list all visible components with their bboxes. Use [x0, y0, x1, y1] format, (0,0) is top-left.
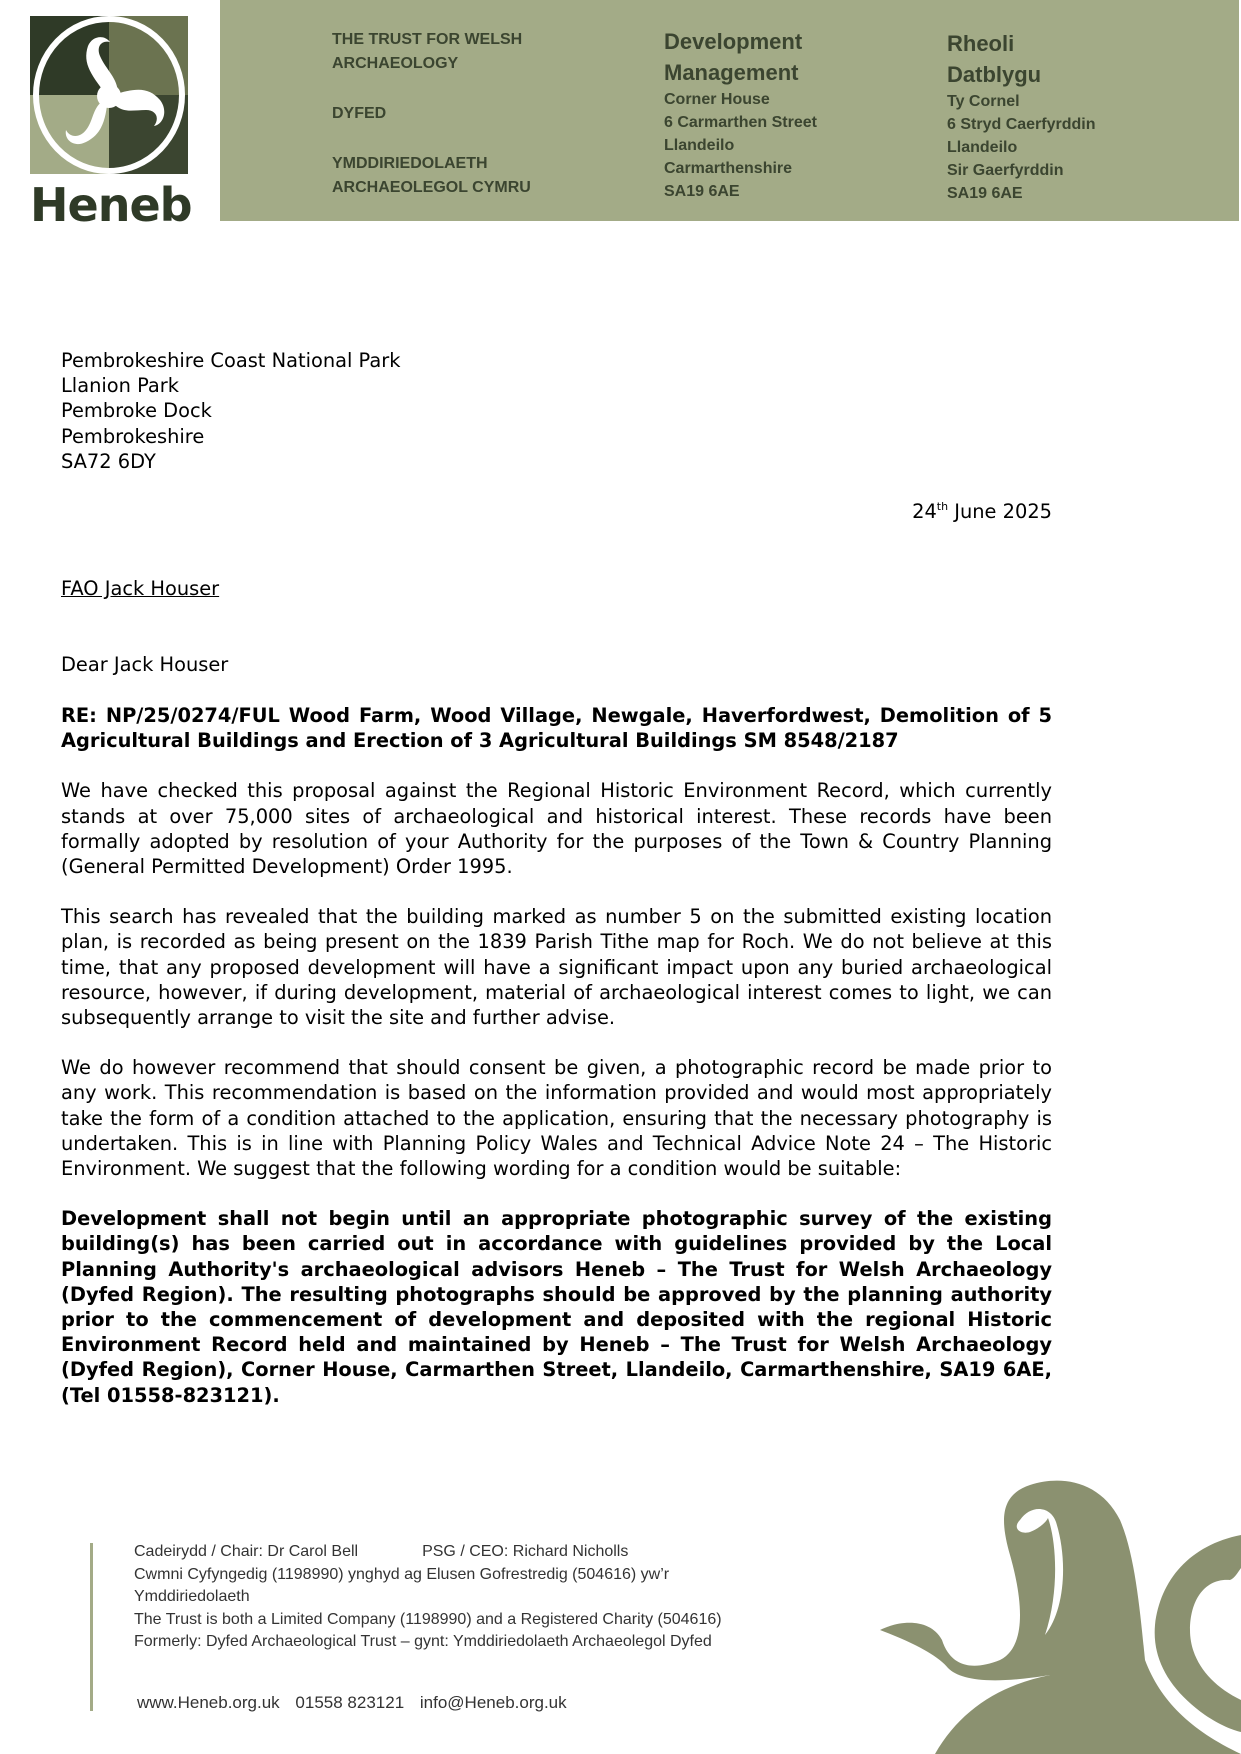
- date-day: 24: [912, 500, 937, 523]
- footer-contacts: [137, 1693, 578, 1713]
- recipient-line: Pembrokeshire Coast National Park: [61, 349, 401, 372]
- address-line: Carmarthenshire: [664, 160, 793, 177]
- footer-legal: [134, 1541, 722, 1654]
- department-title: Development: [664, 29, 803, 54]
- english-address-block: [664, 26, 817, 203]
- fao-line: FAO Jack Houser: [61, 577, 220, 600]
- website-link[interactable]: www.Heneb.org.uk: [137, 1693, 280, 1712]
- recipient-address: [61, 348, 400, 474]
- org-name-welsh-line: YMDDIRIEDOLAETH: [332, 155, 488, 172]
- footer-line: The Trust is both a Limited Company (1198990) and a Registered Charity (504616): [134, 1610, 722, 1628]
- date-month-year: June 2025: [948, 500, 1052, 523]
- welsh-address-block: [947, 28, 1095, 205]
- letter-date: [912, 499, 1052, 524]
- email-link[interactable]: info@Heneb.org.uk: [419, 1693, 567, 1712]
- org-name-welsh-line: ARCHAEOLEGOL CYMRU: [332, 179, 531, 196]
- address-line-welsh: SA19 6AE: [947, 185, 1023, 202]
- date-suffix: th: [936, 500, 949, 513]
- recipient-line: Llanion Park: [61, 374, 179, 398]
- footer-line: Ymddiriedolaeth: [134, 1588, 250, 1605]
- address-line-welsh: Ty Cornel: [947, 93, 1020, 110]
- triskele-ornament-icon: [860, 1460, 1241, 1754]
- paragraph: We do however recommend that should consent be given, a photographic record be made prior to any work. This recommendation is based on the information provided and would most appropriately take the form of a condition attached to the application, ensuring that the necessary photography is undertaken. This is in line with Planning Policy Wales and Technical Advice Note 24 – The Historic Environment. We suggest that the following wording for a condition would be suitable:: [61, 1056, 1052, 1181]
- address-line-welsh: Llandeilo: [947, 139, 1018, 156]
- subject-line: RE: NP/25/0274/FUL Wood Farm, Wood Village, Newgale, Haverfordwest, Demolition of 5 Agricultural Buildings and Erection of 3 Agricultural Buildings SM 8548/2187: [61, 704, 1052, 753]
- address-line: Llandeilo: [664, 137, 735, 154]
- department-title: Management: [664, 60, 799, 85]
- heneb-logo: [30, 16, 192, 232]
- footer-line: Cwmni Cyfyngedig (1198990) ynghyd ag Elusen Gofrestredig (504616) yw’r: [134, 1565, 670, 1583]
- paragraph: This search has revealed that the building marked as number 5 on the submitted existing location plan, is recorded as being present on the 1839 Parish Tithe map for Roch. We do not believe at this time, that any proposed development will have a significant impact upon any buried archaeological resource, however, if during development, material of archaeological interest comes to light, we can subsequently arrange to visit the site and further advise.: [61, 905, 1052, 1030]
- footer-officers: [134, 1541, 722, 1564]
- recipient-line: SA72 6DY: [61, 449, 156, 473]
- footer-divider: [90, 1543, 93, 1711]
- paragraph: We have checked this proposal against the Regional Historic Environment Record, which currently stands at over 75,000 sites of archaeological and historical interest. These records have been formally adopted by resolution of your Authority for the purposes of the Town & Country Planning (General Permitted Development) Order 1995.: [61, 779, 1052, 879]
- salutation: Dear Jack Houser: [61, 653, 229, 676]
- recipient-line: Pembrokeshire: [61, 424, 205, 448]
- address-line: 6 Carmarthen Street: [664, 114, 817, 131]
- org-region: DYFED: [332, 105, 387, 122]
- letterhead-band: [220, 0, 1239, 221]
- address-line: SA19 6AE: [664, 183, 740, 200]
- org-name-line: THE TRUST FOR WELSH: [332, 31, 523, 48]
- footer-chair: Cadeirydd / Chair: Dr Carol Bell: [134, 1543, 359, 1560]
- recipient-line: Pembroke Dock: [61, 399, 212, 423]
- address-line-welsh: Sir Gaerfyrddin: [947, 162, 1064, 179]
- address-line-welsh: 6 Stryd Caerfyrddin: [947, 116, 1096, 133]
- triskele-logo-icon: [30, 16, 188, 174]
- logo-wordmark: Heneb: [30, 178, 192, 232]
- department-title-welsh: Datblygu: [947, 62, 1042, 87]
- phone-number: 01558 823121: [295, 1693, 405, 1712]
- org-name-block: [332, 28, 531, 200]
- footer-ceo: PSG / CEO: Richard Nicholls: [422, 1543, 629, 1560]
- footer-line: Formerly: Dyfed Archaeological Trust – gynt: Ymddiriedolaeth Archaeolegol Dyfed: [134, 1633, 712, 1650]
- department-title-welsh: Rheoli: [947, 31, 1015, 56]
- condition-wording: Development shall not begin until an appropriate photographic survey of the existing building(s) has been carried out in accordance with guidelines provided by the Local Planning Authority's archaeological advisors Heneb – The Trust for Welsh Archaeology (Dyfed Region). The resulting photographs should be approved by the planning authority prior to the commencement of development and deposited with the regional Historic Environment Record held and maintained by Heneb – The Trust for Welsh Archaeology (Dyfed Region), Corner House, Carmarthen Street, Llandeilo, Carmarthenshire, SA19 6AE, (Tel 01558-823121).: [61, 1207, 1052, 1407]
- address-line: Corner House: [664, 91, 770, 108]
- letter-body: [61, 703, 1052, 1433]
- org-name-line: ARCHAEOLOGY: [332, 55, 459, 72]
